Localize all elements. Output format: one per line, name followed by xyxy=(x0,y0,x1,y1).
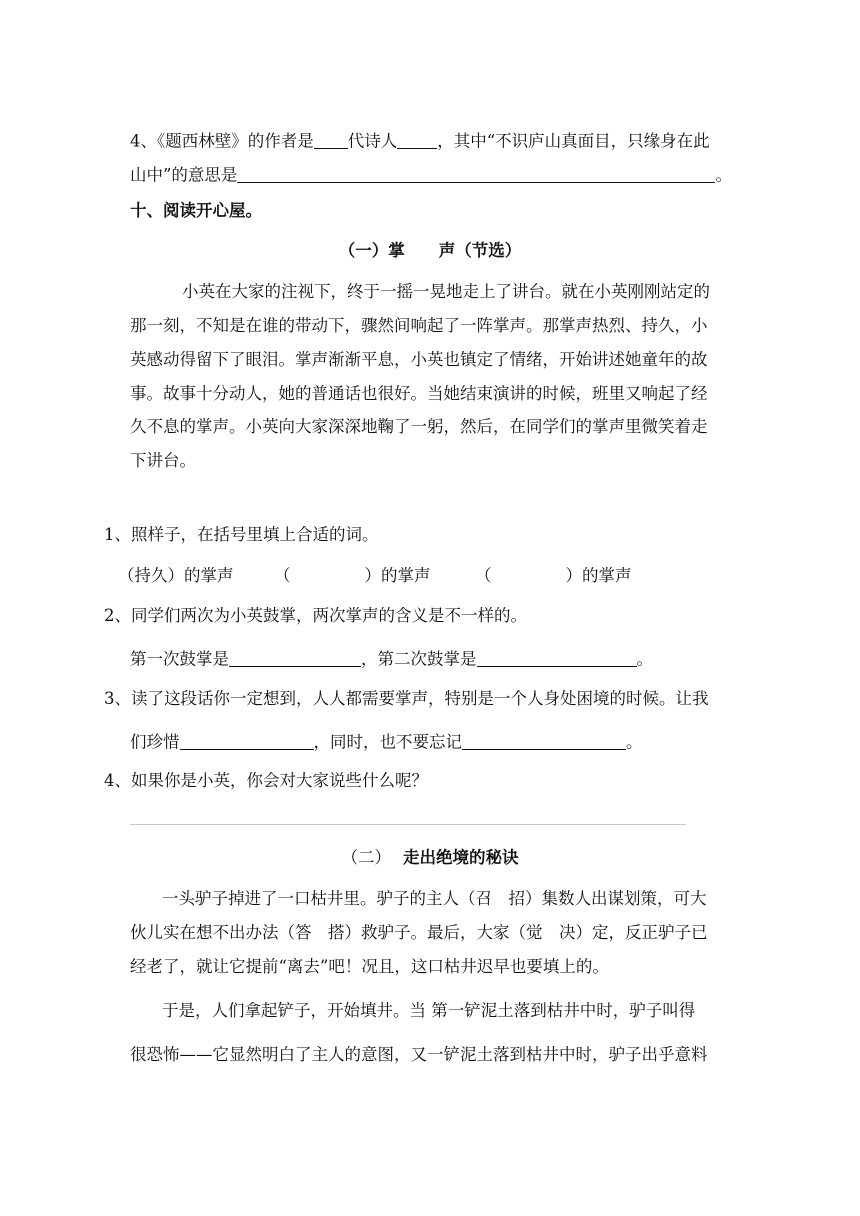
poem-question-line-2 xyxy=(130,165,732,184)
question-2-prompt: 2、同学们两次为小英鼓掌，两次掌声的含义是不一样的。 xyxy=(104,606,527,625)
question-3-line-2: 们珍惜 ，同时，也不要忘记 。 xyxy=(130,732,643,752)
paren-close: ）的掌声 xyxy=(565,566,632,585)
answer-line[interactable] xyxy=(130,824,686,825)
question-2-answers: 第一次鼓掌是 ，第二次鼓掌是 。 xyxy=(130,649,653,669)
passage-one-line: 小英在大家的注视下，终于一摇一晃地走上了讲台。就在小英刚刚站定的 xyxy=(182,282,710,301)
passage-two-line: 很恐怖——它显然明白了主人的意图，又一铲泥土落到枯井中时，驴子出乎意料 xyxy=(130,1045,708,1064)
question-3-line-1: 3、读了这段话你一定想到，人人都需要掌声，特别是一个人身处困境的时候。让我 xyxy=(104,689,709,708)
poet-blank[interactable] xyxy=(397,131,437,149)
passage-one-line: 那一刻，不知是在谁的带动下，骤然间响起了一阵掌声。那掌声热烈、持久，小 xyxy=(130,316,708,335)
poem-question-line-1 xyxy=(130,131,710,150)
passage-one-title: （一）掌 声（节选） xyxy=(338,241,522,260)
passage-one-line: 英感动得留下了眼泪。掌声渐渐平息，小英也镇定了情绪，开始讲述她童年的故 xyxy=(130,350,708,369)
question-1-answers xyxy=(118,568,632,585)
poem-question-text: 山中”的意思是 xyxy=(130,165,238,185)
meaning-blank[interactable] xyxy=(237,165,715,183)
passage-one-line: 下讲台。 xyxy=(130,451,196,470)
section-heading: 十、阅读开心屋。 xyxy=(130,201,262,220)
cherish-blank[interactable] xyxy=(180,732,314,750)
question-1-prompt: 1、照样子，在括号里填上合适的词。 xyxy=(104,525,379,544)
passage-two-line: 一头驴子掉进了一口枯井里。驴子的主人（召 招）集数人出谋划策，可大 xyxy=(162,889,707,908)
passage-one-line: 久不息的掌声。小英向大家深深地鞠了一躬，然后，在同学们的掌声里微笑着走 xyxy=(130,417,708,436)
paren-close: ）的掌声 xyxy=(364,566,431,585)
remember-blank[interactable] xyxy=(462,732,626,750)
example-phrase: （持久）的掌声 xyxy=(118,566,234,585)
second-clap-blank[interactable] xyxy=(477,649,637,667)
question-4-prompt: 4、如果你是小英，你会对大家说些什么呢？ xyxy=(104,771,428,790)
passage-two-line: 于是，人们拿起铲子，开始填井。当 第一铲泥土落到枯井中时，驴子叫得 xyxy=(162,1001,696,1020)
passage-two-line: 经老了，就让它提前“离去”吧！况且，这口枯井迟早也要填上的。 xyxy=(130,957,609,976)
paren-open: （ xyxy=(475,566,492,585)
first-clap-blank[interactable] xyxy=(229,649,361,667)
poem-question-text: 。 xyxy=(715,165,732,185)
passage-one-line: 事。故事十分动人，她的普通话也很好。当她结束演讲的时候，班里又响起了经 xyxy=(130,384,708,403)
paren-open: （ xyxy=(274,566,291,585)
poem-question-text: 代诗人 xyxy=(347,131,398,151)
poem-question-text: 4、《题西林壁》的作者是 xyxy=(130,131,314,151)
poem-question-text: ，其中“不识庐山真面目，只缘身在此 xyxy=(437,131,710,151)
dynasty-blank[interactable] xyxy=(314,131,348,149)
passage-two-line: 伙儿实在想不出办法（答 搭）救驴子。最后，大家（觉 决）定，反正驴子已 xyxy=(130,923,708,942)
passage-two-title: （二） 走出绝境的秘诀 xyxy=(341,848,519,867)
